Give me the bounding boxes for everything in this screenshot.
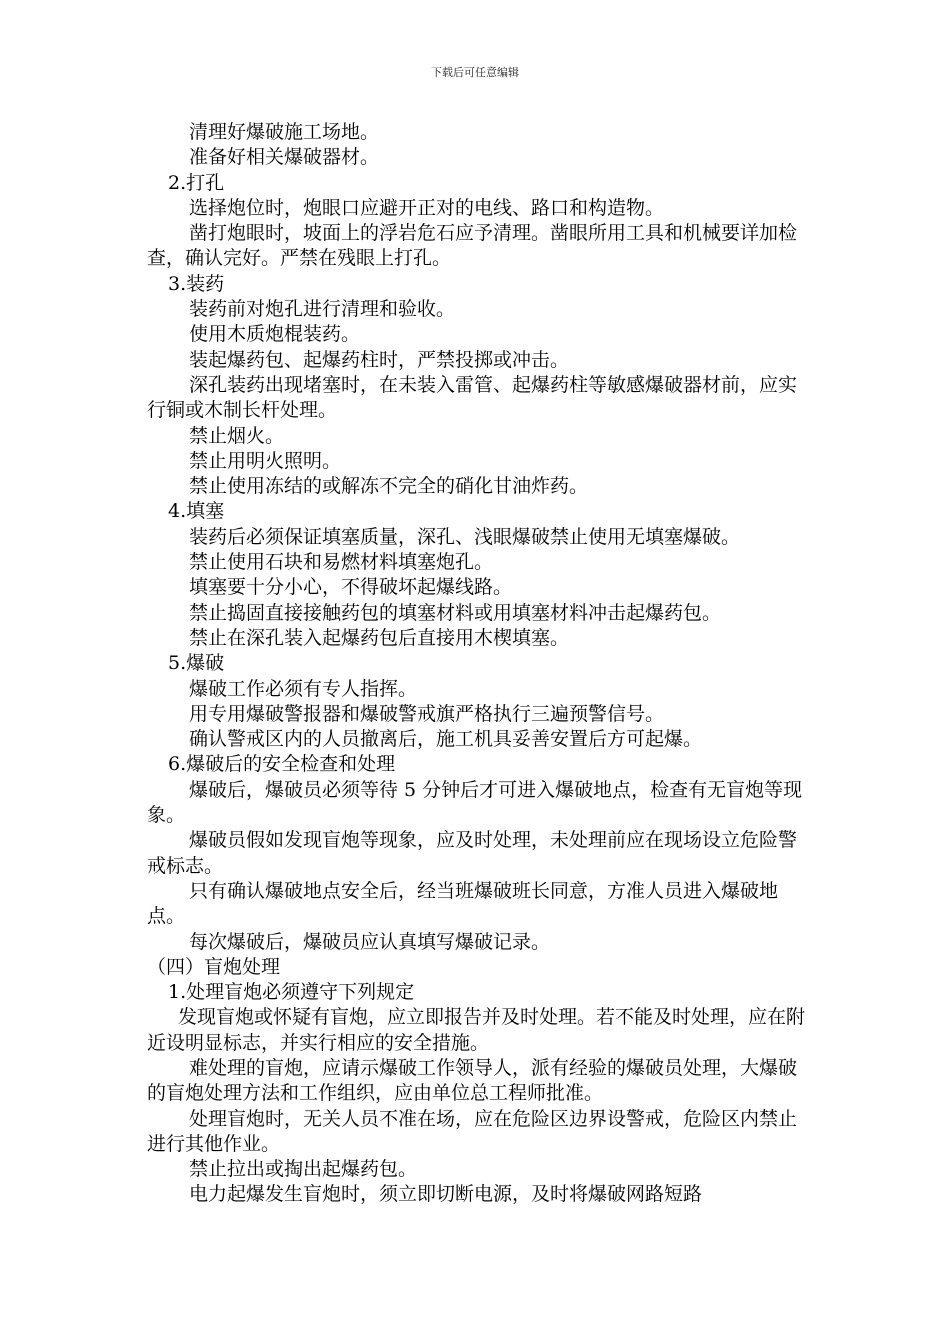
paragraph: 电力起爆发生盲炮时，须立即切断电源，及时将爆破网路短路: [189, 1183, 703, 1206]
paragraph: 使用木质炮棍装药。: [189, 323, 361, 346]
paragraph: 凿打炮眼时，坡面上的浮岩危石应予清理。凿眼所用工具和机械要详加检查，确认完好。严禁在残眼上打孔。: [147, 222, 798, 270]
paragraph: 禁止捣固直接接触药包的填塞材料或用填塞材料冲击起爆药包。: [189, 601, 722, 624]
paragraph: 禁止用明火照明。: [189, 449, 342, 472]
section-heading: 5.爆破: [168, 652, 225, 675]
paragraph: 爆破员假如发现盲炮等现象，应及时处理，未处理前应在现场设立危险警戒标志。: [147, 829, 798, 877]
paragraph: 禁止使用冻结的或解冻不完全的硝化甘油炸药。: [189, 475, 589, 498]
paragraph: 禁止在深孔装入起爆药包后直接用木楔填塞。: [189, 626, 570, 649]
paragraph: 准备好相关爆破器材。: [189, 146, 380, 169]
section-heading: 4.填塞: [168, 500, 225, 523]
paragraph: 难处理的盲炮，应请示爆破工作领导人，派有经验的爆破员处理，大爆破的盲炮处理方法和工作组织，应由单位总工程师批准。: [147, 1056, 798, 1105]
section-heading: 1.处理盲炮必须遵守下列规定: [168, 981, 415, 1004]
paragraph: 填塞要十分小心，不得破坏起爆线路。: [189, 576, 513, 599]
section-heading: 6.爆破后的安全检查和处理: [168, 753, 396, 776]
paragraph: 爆破工作必须有专人指挥。: [189, 677, 418, 700]
section-heading: 3.装药: [168, 272, 225, 295]
section-heading: 2.打孔: [168, 171, 225, 194]
paragraph: 深孔装药出现堵塞时，在未装入雷管、起爆药柱等敏感爆破器材前，应实行铜或木制长杆处理。: [147, 373, 798, 422]
paragraph: 用专用爆破警报器和爆破警戒旗严格执行三遍预警信号。: [189, 702, 665, 725]
paragraph: 确认警戒区内的人员撤离后，施工机具妥善安置后方可起爆。: [189, 728, 703, 751]
paragraph: 发现盲炮或怀疑有盲炮，应立即报告并及时处理。若不能及时处理，应在附近设明显标志，并实行相应的安全措施。: [147, 1006, 806, 1054]
section-heading: （四）盲炮处理: [147, 955, 281, 978]
paragraph: 装起爆药包、起爆药柱时，严禁投掷或冲击。: [189, 348, 570, 371]
paragraph: 清理好爆破施工场地。: [189, 121, 380, 143]
paragraph: 禁止拉出或掏出起爆药包。: [189, 1158, 418, 1181]
paragraph: 装药前对炮孔进行清理和验收。: [189, 298, 456, 321]
paragraph: 装药后必须保证填塞质量，深孔、浅眼爆破禁止使用无填塞爆破。: [189, 525, 741, 548]
page-header: 下载后可任意编辑: [431, 66, 519, 79]
paragraph: 禁止使用石块和易燃材料填塞炮孔。: [189, 551, 494, 574]
paragraph: 禁止烟火。: [189, 424, 285, 447]
paragraph: 处理盲炮时，无关人员不准在场，应在危险区边界设警戒，危险区内禁止进行其他作业。: [147, 1107, 798, 1155]
document-body: [147, 120, 811, 1208]
paragraph: 选择炮位时，炮眼口应避开正对的电线、路口和构造物。: [189, 196, 665, 219]
paragraph: 爆破后，爆破员必须等待 5 分钟后才可进入爆破地点，检查有无盲炮等现象。: [147, 778, 803, 827]
paragraph: 每次爆破后，爆破员应认真填写爆破记录。: [189, 930, 551, 953]
paragraph: 只有确认爆破地点安全后，经当班爆破班长同意，方准人员进入爆破地点。: [147, 879, 779, 928]
